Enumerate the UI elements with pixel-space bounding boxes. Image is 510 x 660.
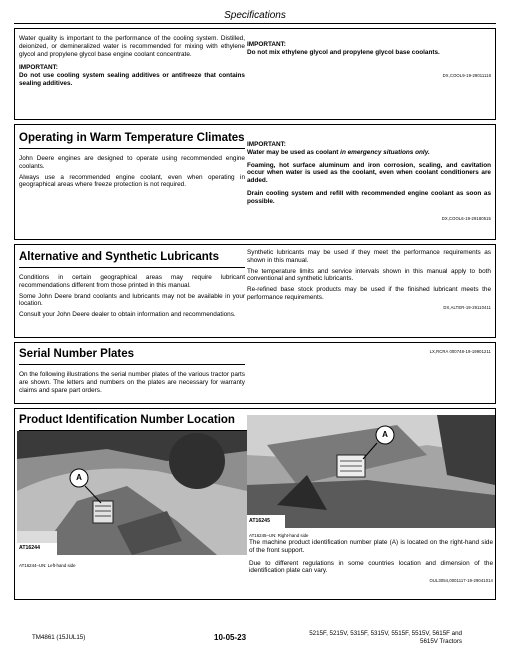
warm-paragraph-2: Always use a recommended engine coolant, even when operating in geographical areas where freeze protection is not required. [19,173,245,189]
foaming-paragraph: Foaming, hot surface aluminum and iron corrosion, scaling, and cavitation occur when water is used as the coolant, even when coolant conditioners are added. [247,161,491,185]
regulations-paragraph: Due to different regulations in some countries location and dimension of the identification plate can vary. [249,559,493,575]
left-photo-tag: AT16244 [19,545,40,551]
section-title: Operating in Warm Temperature Climates [19,132,245,144]
callout-a-right: A [382,430,388,439]
warm-paragraph-1: John Deere engines are designed to operate using recommended engine coolants. [19,155,245,170]
section-pin-location [14,408,496,600]
left-photo-caption: AT16244–UN: Left-hand side [19,563,76,568]
title-rule [19,148,245,149]
pin-location-paragraph: The machine product identification number plate (A) is located on the right-hand side of the front support. [249,539,493,554]
important-text-left: Do not use cooling system sealing additives or antifreeze that contains sealing additives. [19,72,245,87]
title-rule [19,364,245,365]
section-lubricants [14,244,496,338]
section-code: DX,COOL6-19-29180515 [441,215,491,221]
section-code: OUL3054,0001117-19-29041014 [429,578,493,584]
footer-manual-id: TM4861 (15JUL15) [32,634,86,641]
section-code: DX,ALTER-19-29110411 [443,304,491,310]
water-quality-paragraph: Water quality is important to the performance of the cooling system. Distilled, deionized, or demineralized water is recommended for mixing with ethylene glycol and propylene glycol base engine coolant concentrate. [19,35,245,58]
footer-page-number: 10-05-23 [214,633,247,642]
important-text-emphasis: in emergency situations only. [340,148,430,156]
section-code: LX,RCRA 000748-19-19901211 [429,349,491,354]
lubricants-paragraph-3: Consult your John Deere dealer to obtain information and recommendations. [19,311,236,319]
synthetic-paragraph-1: Synthetic lubricants may be used if they meet the performance requirements as shown in this manual. [247,249,491,264]
section-serial-plates [14,342,496,404]
right-hand-side-photo [247,415,495,528]
important-label-right: IMPORTANT: [247,41,286,48]
section-water-quality [14,28,496,120]
important-text-part: Water may be used as coolant [247,148,341,156]
section-title: Product Identification Number Location [19,414,235,426]
drain-paragraph: Drain cooling system and refill with recommended engine coolant as soon as possible. [247,189,491,205]
section-title: Alternative and Synthetic Lubricants [19,251,220,263]
synthetic-paragraph-3: Re-refined base stock products may be used if the finished lubricant meets the performance requirements. [247,286,491,301]
synthetic-paragraph-2: The temperature limits and service intervals shown in this manual apply to both conventional and synthetic lubricants. [247,267,491,283]
header-rule [14,23,496,24]
callout-a-left: A [76,473,82,482]
lubricants-paragraph-1: Conditions in certain geographical areas may require lubricant recommendations different from those printed in this manual. [19,274,245,289]
important-text-right: Do not mix ethylene glycol and propylene glycol base coolants. [247,48,440,56]
important-label-left: IMPORTANT: [19,64,58,72]
section-code: DX,COOL9-19-29011118 [442,72,491,78]
footer-models-line-2: 5615V Tractors [420,638,462,645]
right-photo-tag: AT16245 [249,518,270,524]
page-header-title: Specifications [224,10,286,21]
section-title: Serial Number Plates [19,348,135,360]
footer-models-line-1: 5215F, 5215V, 5315F, 5315V, 5515F, 5515V, 5615F and [309,630,462,637]
footer-models [302,630,462,646]
lubricants-paragraph-2: Some John Deere brand coolants and lubricants may not be available in your location. [19,292,245,308]
section-warm-climates [14,124,496,240]
important-label: IMPORTANT: [247,141,286,148]
left-hand-side-photo [17,431,247,555]
important-text [247,149,491,157]
right-photo-caption: AT16245–UN: Right-hand side [249,533,309,538]
tractor-left-side-image [17,431,247,555]
serial-paragraph: On the following illustrations the serial number plates of the various tractor parts are shown. The letters and numbers on the plates are necessary for warranty claims and spare part orders. [19,371,245,394]
tractor-right-side-image [247,415,495,528]
title-rule [19,267,245,268]
